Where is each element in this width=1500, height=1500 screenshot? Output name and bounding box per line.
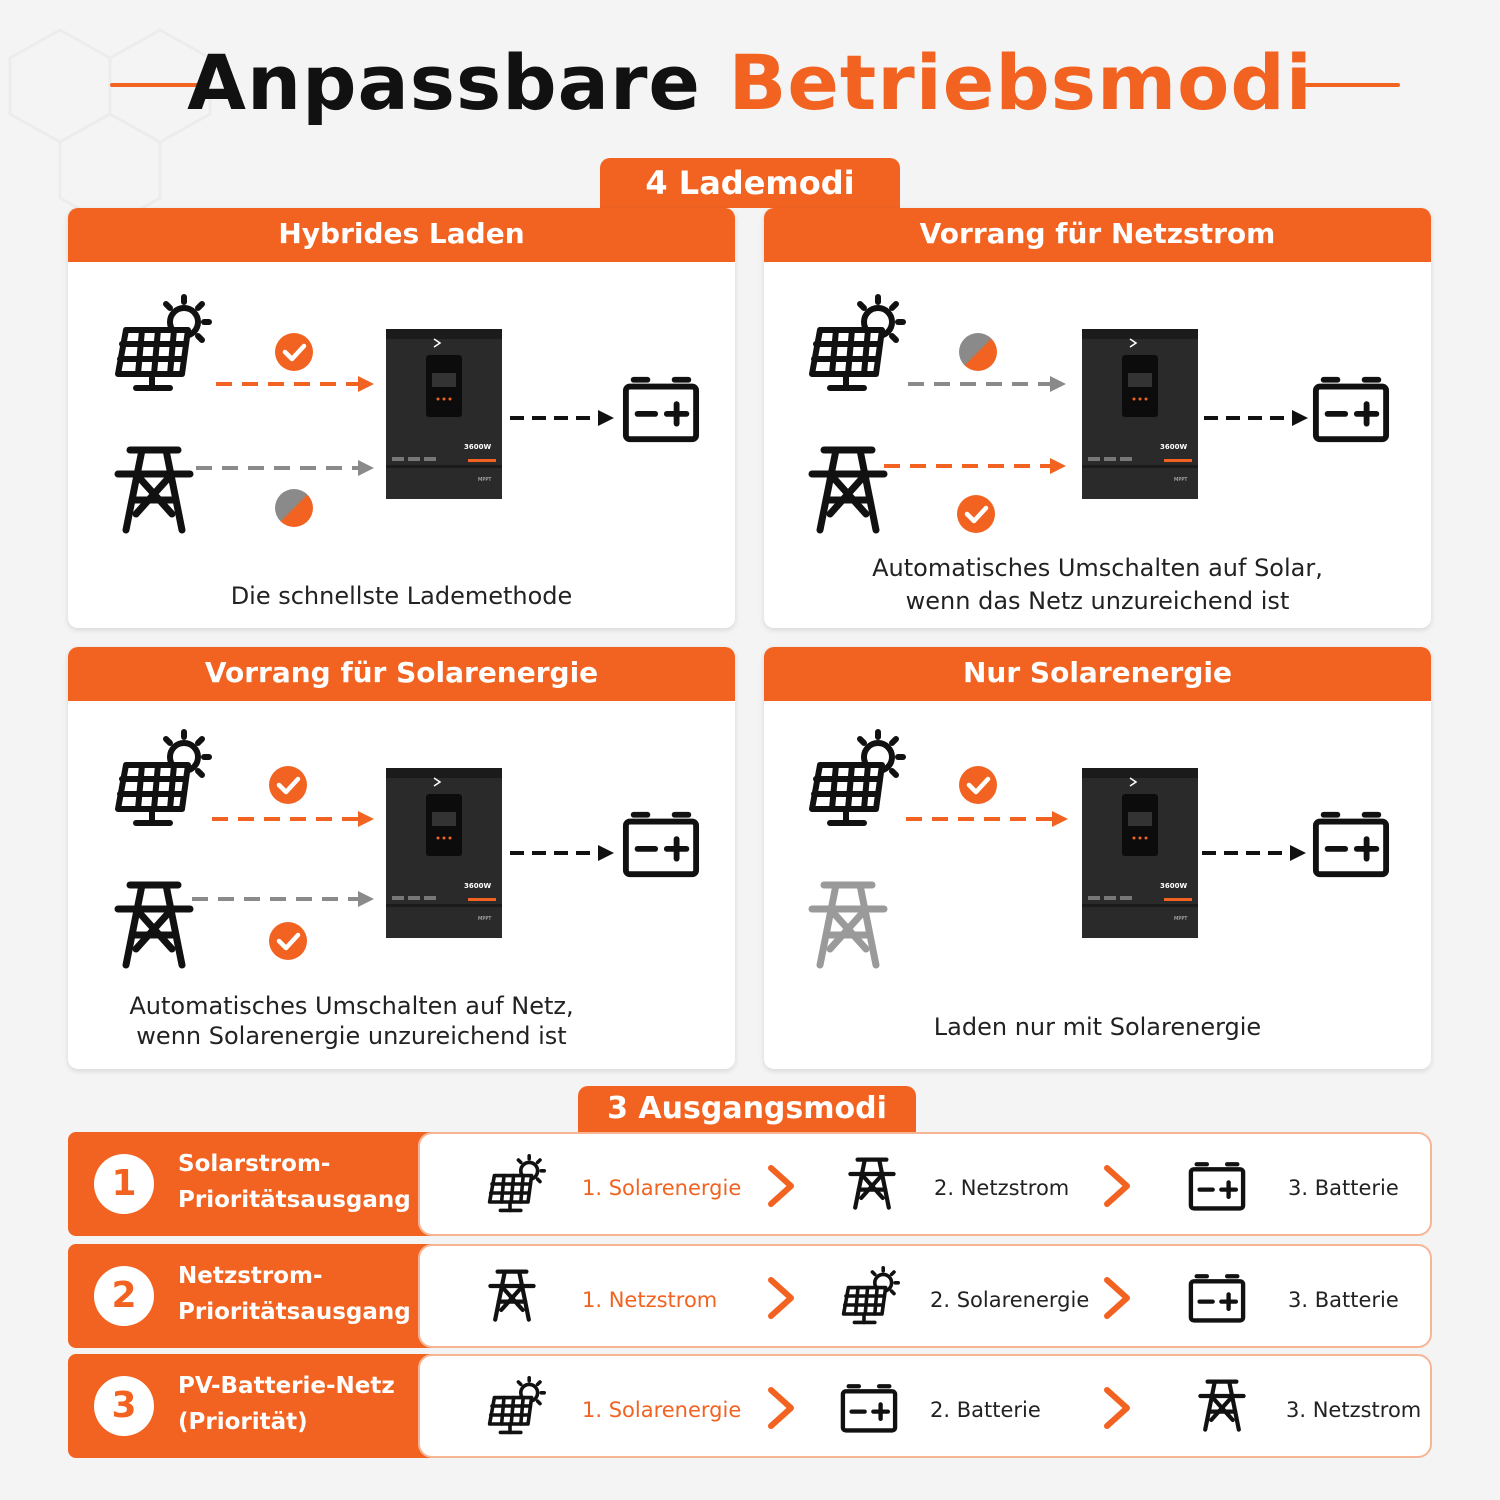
chevron-right-icon bbox=[1102, 1276, 1132, 1320]
output-flow-arrow bbox=[510, 843, 618, 863]
mode-number-badge: 3 bbox=[94, 1376, 154, 1436]
priority-step-3: 3. Netzstrom bbox=[1286, 1398, 1422, 1422]
chevron-right-icon bbox=[766, 1386, 796, 1430]
charge-modes-tab: 4 Lademodi bbox=[600, 158, 900, 208]
battery-icon bbox=[1312, 809, 1390, 879]
mode-label bbox=[178, 1368, 395, 1440]
power-tower-icon bbox=[1198, 1378, 1246, 1432]
mode-label bbox=[178, 1258, 411, 1330]
battery-icon bbox=[622, 374, 700, 444]
output-mode-row-1 bbox=[68, 1132, 1432, 1236]
grid-flow-arrow bbox=[884, 456, 1070, 476]
priority-step-2: 2. Solarenergie bbox=[930, 1288, 1090, 1312]
inverter-image bbox=[1082, 765, 1198, 941]
priority-step-2: 2. Netzstrom bbox=[934, 1176, 1070, 1200]
priority-step-1: 1. Netzstrom bbox=[582, 1288, 718, 1312]
output-mode-row-3 bbox=[68, 1354, 1432, 1458]
output-modes-tab: 3 Ausgangsmodi bbox=[578, 1086, 916, 1132]
inverter-sub-label: MPPT bbox=[478, 916, 492, 922]
mode-label-line-2: Prioritätsausgang bbox=[178, 1187, 411, 1213]
mode-number-badge: 2 bbox=[94, 1266, 154, 1326]
solar-panel-icon bbox=[112, 294, 222, 394]
inverter-sub-label: MPPT bbox=[1174, 477, 1188, 483]
solar-panel-icon bbox=[806, 729, 916, 829]
card-title: Nur Solarenergie bbox=[764, 647, 1431, 701]
power-tower-icon bbox=[114, 879, 194, 969]
battery-icon bbox=[1312, 374, 1390, 444]
power-tower-icon bbox=[848, 1156, 896, 1210]
card-description-line-2: wenn Solarenergie unzureichend ist bbox=[136, 1022, 567, 1050]
mode-label-line-1: Solarstrom- bbox=[178, 1151, 331, 1177]
inverter-power-label: 3600W bbox=[464, 443, 492, 451]
priority-step-1: 1. Solarenergie bbox=[582, 1176, 742, 1200]
check-icon bbox=[956, 494, 996, 534]
card-description: Die schnellste Lademethode bbox=[230, 582, 573, 610]
output-mode-label-panel bbox=[68, 1354, 448, 1458]
charge-mode-card-solar-priority bbox=[68, 647, 735, 1069]
solar-panel-icon bbox=[112, 729, 222, 829]
power-tower-icon bbox=[488, 1268, 536, 1322]
mode-label bbox=[178, 1146, 411, 1218]
charge-mode-card-grid-priority bbox=[764, 208, 1431, 628]
half-status-icon bbox=[274, 488, 314, 528]
priority-step-3: 3. Batterie bbox=[1288, 1176, 1399, 1200]
card-description-line-1: Automatisches Umschalten auf Netz, bbox=[129, 992, 574, 1020]
chevron-right-icon bbox=[1102, 1386, 1132, 1430]
solar-flow-arrow bbox=[216, 374, 378, 394]
battery-icon bbox=[622, 809, 700, 879]
card-title: Vorrang für Netzstrom bbox=[764, 208, 1431, 262]
priority-step-3: 3. Batterie bbox=[1288, 1288, 1399, 1312]
output-priority-sequence bbox=[418, 1354, 1432, 1458]
battery-icon bbox=[1188, 1160, 1246, 1212]
check-icon bbox=[268, 765, 308, 805]
inverter-sub-label: MPPT bbox=[1174, 916, 1188, 922]
chevron-right-icon bbox=[766, 1276, 796, 1320]
inverter-power-label: 3600W bbox=[1160, 882, 1188, 890]
mode-label-line-2: Prioritätsausgang bbox=[178, 1299, 411, 1325]
inverter-image bbox=[386, 765, 502, 941]
battery-icon bbox=[1188, 1272, 1246, 1324]
output-flow-arrow bbox=[510, 408, 618, 428]
chevron-right-icon bbox=[1102, 1164, 1132, 1208]
output-priority-sequence bbox=[418, 1244, 1432, 1348]
card-description: Laden nur mit Solarenergie bbox=[933, 1013, 1262, 1041]
output-priority-sequence bbox=[418, 1132, 1432, 1236]
card-description-line-2: wenn das Netz unzureichend ist bbox=[905, 587, 1290, 615]
mode-label-line-2: (Priorität) bbox=[178, 1409, 308, 1435]
charge-mode-card-solar-only bbox=[764, 647, 1431, 1069]
header bbox=[0, 38, 1500, 128]
chevron-right-icon bbox=[766, 1164, 796, 1208]
check-icon bbox=[274, 332, 314, 372]
solar-flow-arrow bbox=[212, 809, 378, 829]
mode-label-line-1: Netzstrom- bbox=[178, 1263, 323, 1289]
inverter-image bbox=[386, 326, 502, 502]
grid-flow-arrow bbox=[192, 889, 378, 909]
inverter-power-label: 3600W bbox=[1160, 443, 1188, 451]
output-mode-row-2 bbox=[68, 1244, 1432, 1348]
output-mode-label-panel bbox=[68, 1244, 448, 1348]
solar-panel-icon bbox=[486, 1154, 552, 1214]
card-title: Hybrides Laden bbox=[68, 208, 735, 262]
title-part-1: Anpassbare bbox=[187, 38, 701, 127]
solar-panel-icon bbox=[840, 1266, 906, 1326]
solar-panel-icon bbox=[806, 294, 916, 394]
charge-mode-card-hybrid bbox=[68, 208, 735, 628]
page-title bbox=[0, 38, 1500, 128]
power-tower-icon bbox=[808, 444, 888, 534]
mode-label-line-1: PV-Batterie-Netz bbox=[178, 1373, 395, 1399]
half-status-icon bbox=[958, 332, 998, 372]
solar-panel-icon bbox=[486, 1376, 552, 1436]
mode-number-badge: 1 bbox=[94, 1154, 154, 1214]
grid-flow-arrow bbox=[196, 458, 378, 478]
output-mode-label-panel bbox=[68, 1132, 448, 1236]
solar-flow-arrow bbox=[906, 809, 1072, 829]
check-icon bbox=[268, 921, 308, 961]
inverter-power-label: 3600W bbox=[464, 882, 492, 890]
power-tower-icon-disabled bbox=[808, 879, 888, 969]
output-flow-arrow bbox=[1204, 408, 1312, 428]
inverter-image bbox=[1082, 326, 1198, 502]
output-flow-arrow bbox=[1202, 843, 1310, 863]
battery-icon bbox=[840, 1382, 898, 1434]
inverter-sub-label: MPPT bbox=[478, 477, 492, 483]
card-description-line-1: Automatisches Umschalten auf Solar, bbox=[872, 554, 1323, 582]
priority-step-1: 1. Solarenergie bbox=[582, 1398, 742, 1422]
check-icon bbox=[958, 765, 998, 805]
card-title: Vorrang für Solarenergie bbox=[68, 647, 735, 701]
title-part-2: Betriebsmodi bbox=[728, 38, 1313, 127]
power-tower-icon bbox=[114, 444, 194, 534]
solar-flow-arrow bbox=[908, 374, 1070, 394]
priority-step-2: 2. Batterie bbox=[930, 1398, 1041, 1422]
